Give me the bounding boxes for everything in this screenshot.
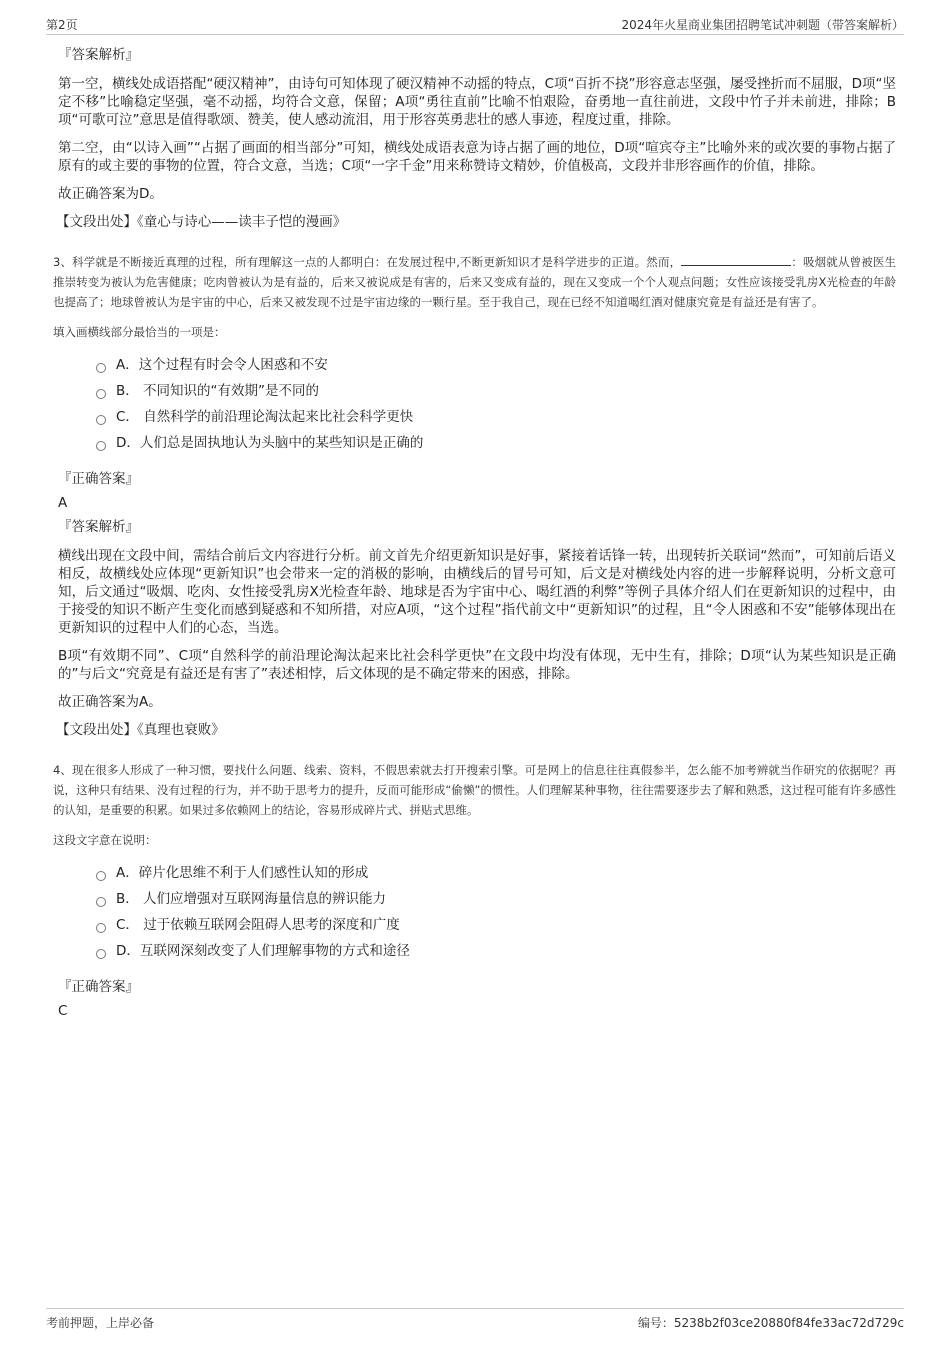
correct-answer-label: 『正确答案』	[58, 979, 139, 995]
option-label: C． 自然科学的前沿理论淘汰起来比社会科学更快	[116, 409, 414, 425]
option-label: B． 人们应增强对互联网海量信息的辨识能力	[116, 891, 387, 907]
question-3-text-before: 3、科学就是不断接近真理的过程，所有理解这一点的人都明白：在发展过程中,不断更新知识才是科学进步的正道。然而，	[53, 255, 682, 269]
option-label: A．碎片化思维不利于人们感性认知的形成	[116, 865, 369, 881]
analysis-label: 『答案解析』	[58, 519, 139, 535]
page-number: 第2页	[46, 18, 78, 32]
radio-button-icon[interactable]	[96, 415, 106, 425]
page-content	[53, 46, 897, 1026]
radio-button-icon[interactable]	[96, 923, 106, 933]
question-4-options	[96, 864, 896, 968]
question-3-options	[96, 356, 896, 460]
option-c[interactable]	[96, 408, 896, 434]
document-title: 2024年火星商业集团招聘笔试冲刺题（带答案解析）	[621, 18, 904, 32]
option-a[interactable]	[96, 864, 896, 890]
analysis-conclusion: 故正确答案为A。	[58, 694, 162, 710]
radio-button-icon[interactable]	[96, 897, 106, 907]
option-d[interactable]	[96, 942, 896, 968]
radio-button-icon[interactable]	[96, 363, 106, 373]
analysis-paragraph: B项“有效期不同”、C项“自然科学的前沿理论淘汰起来比社会科学更快”在文段中均没有体现，无中生有，排除；D项“认为某些知识是正确的”与后文“究竟是有益还是有害了”表述相悖，后文体现的是不确定带来的困惑，排除。	[58, 648, 896, 682]
option-label: D．人们总是固执地认为头脑中的某些知识是正确的	[116, 435, 424, 451]
correct-answer-value: C	[58, 1003, 68, 1019]
analysis-paragraph: 第一空，横线处成语搭配“硬汉精神”，由诗句可知体现了硬汉精神不动摇的特点，C项“百折不挠”形容意志坚强，屡受挫折而不屈服，D项“坚定不移”比喻稳定坚强，毫不动摇，均符合文意，保留；A项“勇往直前”比喻不怕艰险，奋勇地一直往前进，文段中竹子并未前进，排除；B项“可歌可泣”意思是值得歌颂、赞美，使人感动流泪，用于形容英勇悲壮的感人事迹，程度过重，排除。	[58, 76, 896, 128]
option-b[interactable]	[96, 382, 896, 408]
analysis-label: 『答案解析』	[58, 47, 139, 63]
question-3-prompt: 填入画横线部分最恰当的一项是：	[53, 325, 226, 339]
footer-slogan: 考前押题，上岸必备	[46, 1316, 155, 1330]
radio-button-icon[interactable]	[96, 949, 106, 959]
analysis-paragraph: 横线出现在文段中间，需结合前后文内容进行分析。前文首先介绍更新知识是好事，紧接着话锋一转，出现转折关联词“然而”，可知前后语义相反，故横线处应体现“更新知识”也会带来一定的消极的影响，由横线后的冒号可知，后文是对横线处内容的进一步解释说明，分析文意可知，后文通过“吸烟、吃肉、女性接受乳房X光检查年龄、地球是否为宇宙中心、喝红酒的利弊”等例子具体介绍人们在更新知识的过程中，由于接受的知识不断产生变化而感到疑惑和不知所措，对应A项，“这个过程”指代前文中“更新知识”的过程，且“令人困惑和不安”能够体现出在更新知识的过程中人们的心态，当选。	[58, 548, 896, 636]
fill-blank	[681, 253, 791, 266]
option-d[interactable]	[96, 434, 896, 460]
option-a[interactable]	[96, 356, 896, 382]
option-label: C． 过于依赖互联网会阻碍人思考的深度和广度	[116, 917, 400, 933]
question-4-prompt: 这段文字意在说明：	[53, 833, 157, 847]
correct-answer-label: 『正确答案』	[58, 471, 139, 487]
source-citation: 【文段出处】《童心与诗心——读丰子恺的漫画》	[56, 214, 347, 230]
option-label: D．互联网深刻改变了人们理解事物的方式和途径	[116, 943, 410, 959]
option-c[interactable]	[96, 916, 896, 942]
source-citation: 【文段出处】《真理也衰败》	[56, 722, 225, 738]
radio-button-icon[interactable]	[96, 389, 106, 399]
question-4-text: 4、现在很多人形成了一种习惯，要找什么问题、线索、资料，不假思索就去打开搜索引擎。可是网上的信息往往真假参半，怎么能不加考辨就当作研究的依据呢？再说，这种只有结果、没有过程的行为，并不助于思考力的提升，反而可能形成“偷懒”的惯性。人们理解某种事物，往往需要逐步去了解和熟悉，这过程可能有许多感性的认知，是重要的积累。如果过多依赖网上的结论，容易形成碎片式、拼贴式思维。	[53, 763, 896, 817]
correct-answer-value: A	[58, 495, 68, 511]
page-footer	[46, 1308, 904, 1333]
document-code: 编号：5238b2f03ce20880f84fe33ac72d729c	[637, 1316, 904, 1330]
page-header	[46, 14, 904, 35]
option-label: B． 不同知识的“有效期”是不同的	[116, 383, 320, 399]
question-3-text-after: ：吸烟就从曾被医生推崇转变为被认为危害健康；吃肉曾被认为是有益的，后来又被说成是有害的，后来又变成有益的，现在又变成一个个人观点问题；女性应该接受乳房X光检查的年龄也提高了；地球曾被认为是宇宙的中心，后来又被发现不过是宇宙边缘的一颗行星。至于我自己，现在已经不知道喝红酒对健康究竟是有益还是有害了。	[53, 255, 897, 309]
analysis-conclusion: 故正确答案为D。	[58, 186, 163, 202]
question-3-text	[53, 252, 896, 312]
option-label: A．这个过程有时会令人困惑和不安	[116, 357, 328, 373]
analysis-paragraph: 第二空，由“以诗入画”“占据了画面的相当部分”可知，横线处成语表意为诗占据了画的地位，D项“喧宾夺主”比喻外来的或次要的事物占据了原有的或主要的事物的位置，符合文意，当选；C项“一字千金”用来称赞诗文精妙，价值极高，文段并非形容画作的价值，排除。	[58, 140, 896, 174]
option-b[interactable]	[96, 890, 896, 916]
radio-button-icon[interactable]	[96, 441, 106, 451]
radio-button-icon[interactable]	[96, 871, 106, 881]
